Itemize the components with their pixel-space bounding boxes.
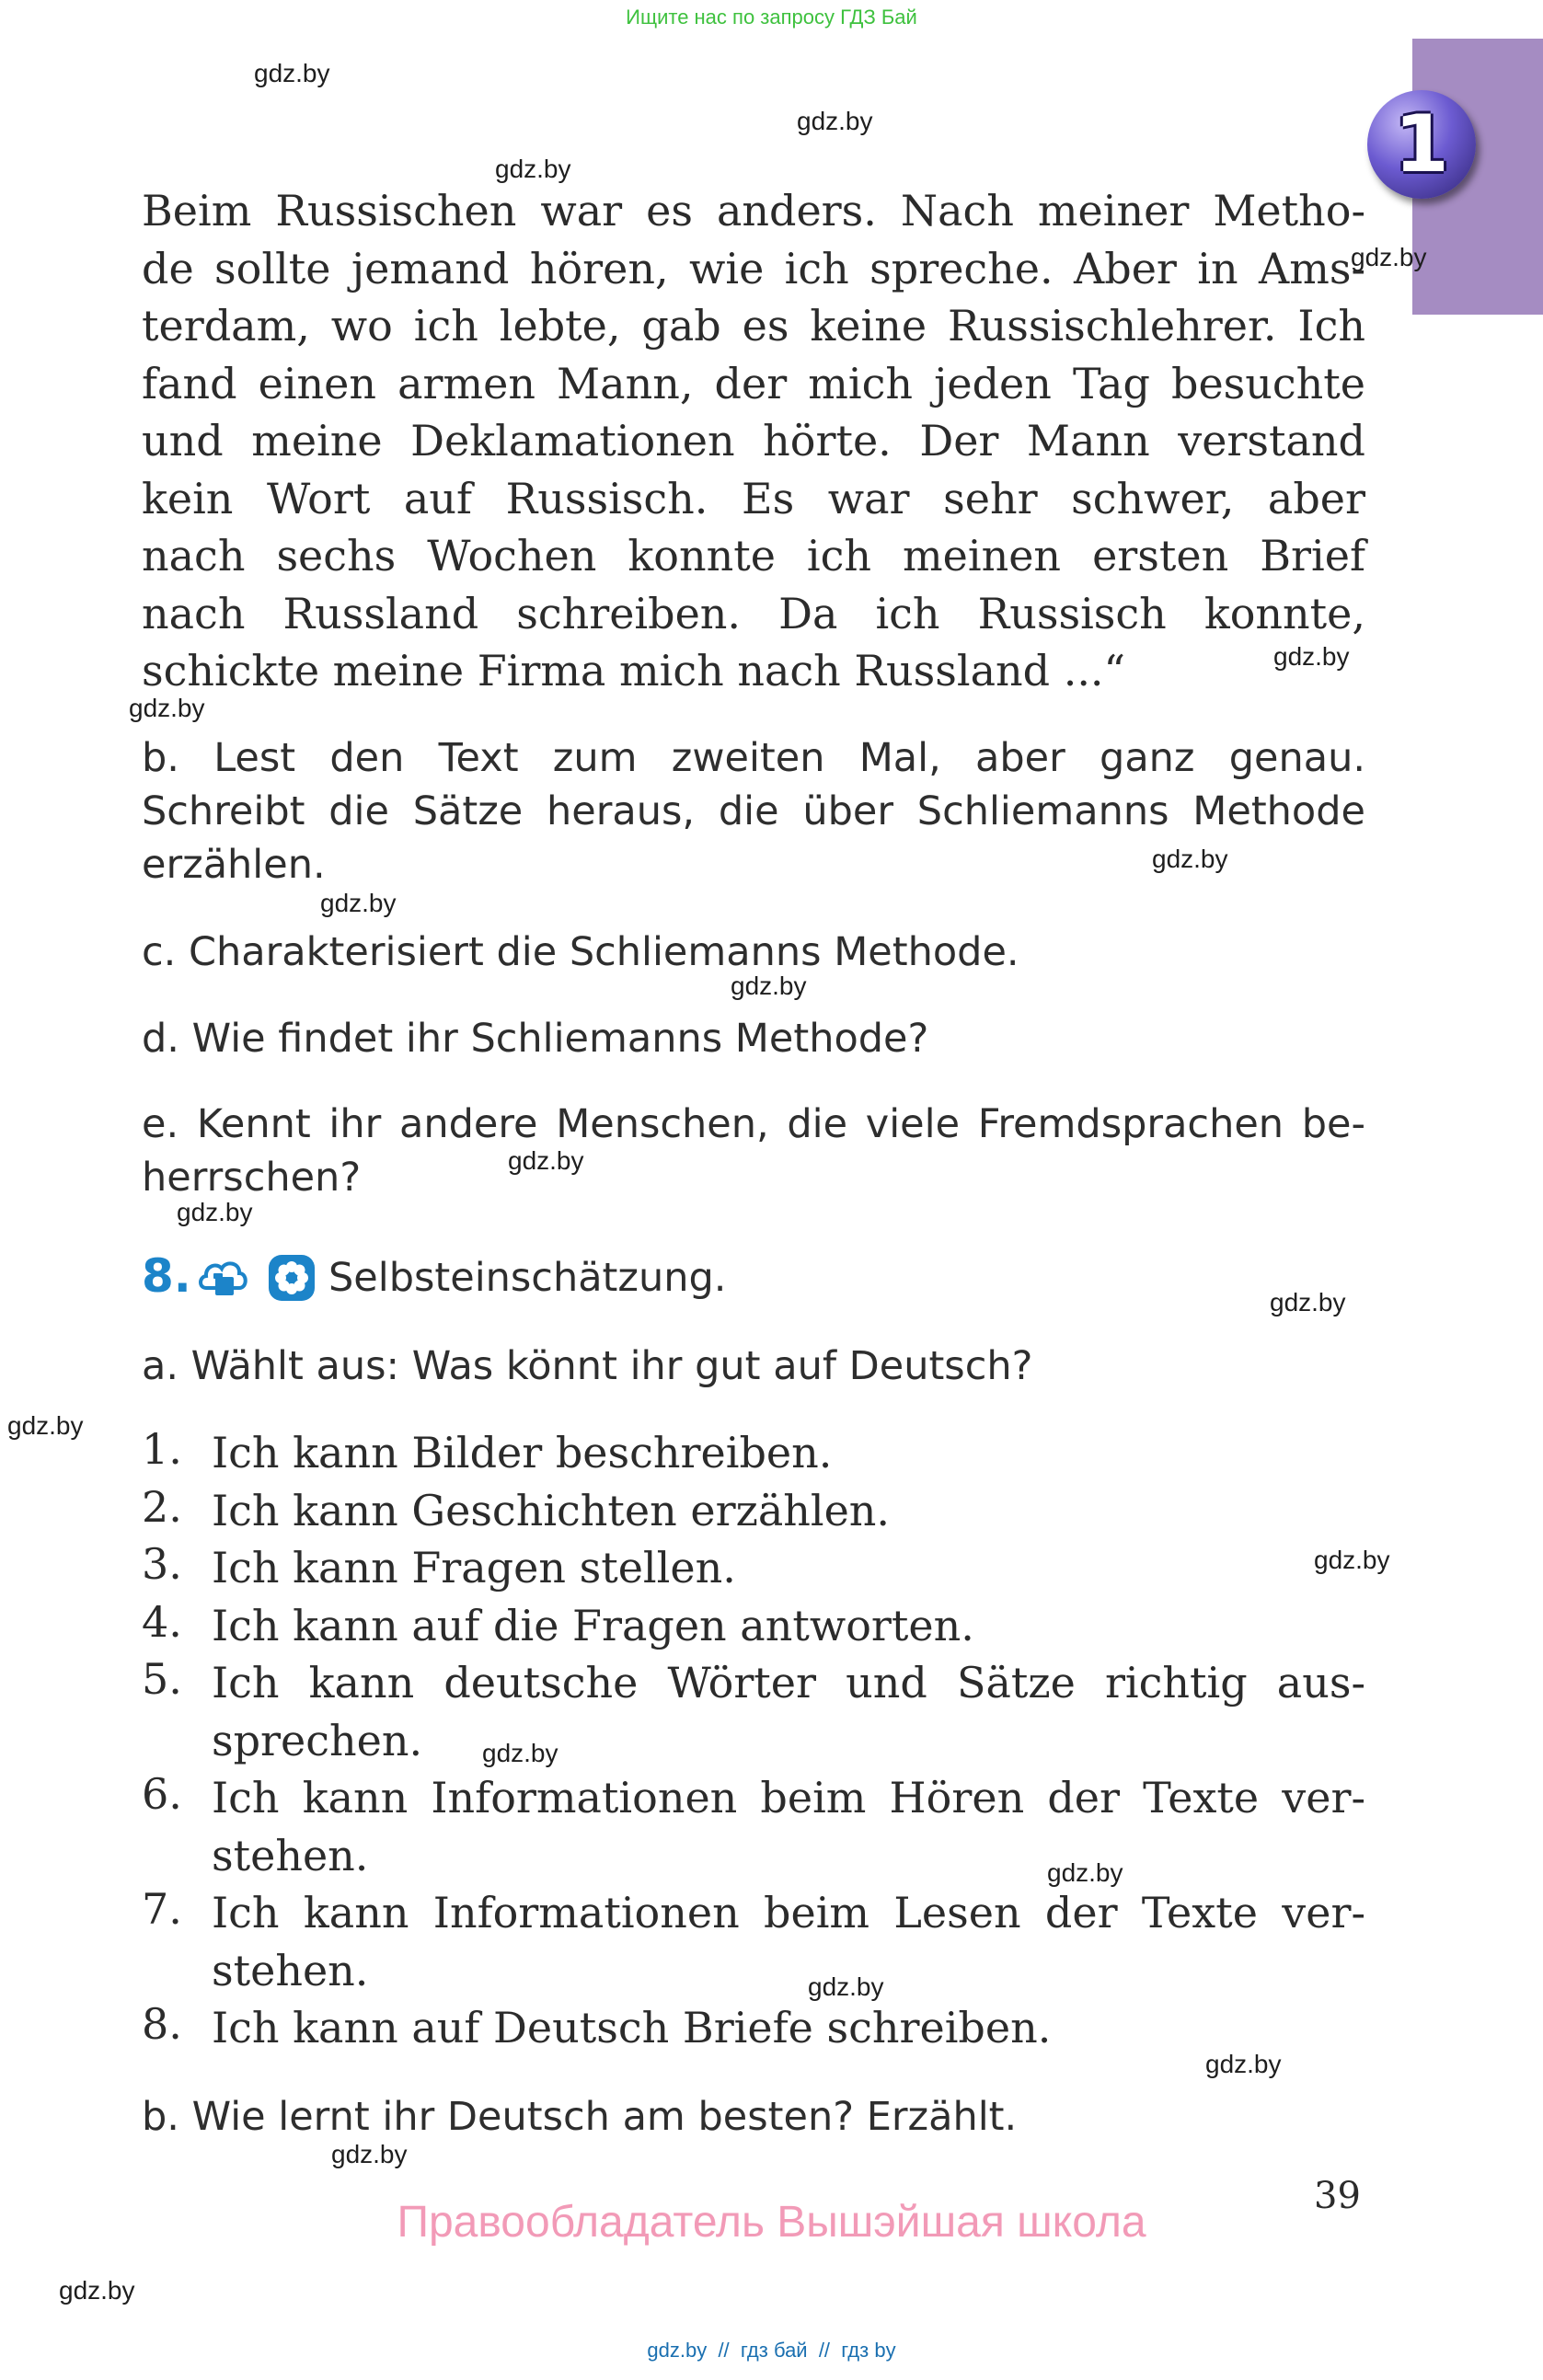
task-line: a. Wählt aus: Was könnt ihr gut auf Deutsch? (142, 1343, 1033, 1389)
rights-holder: Правообладатель Вышэйшая школа (397, 2198, 1146, 2247)
watermark: gdz.by (1047, 1858, 1123, 1887)
watermark: gdz.by (495, 155, 571, 183)
text-line: nach sechs Wochen konnte ich meinen ersten Brief (142, 531, 1365, 581)
item-text: stehen. (212, 1945, 369, 1995)
item-number: 2. (142, 1481, 182, 1532)
item-text: Ich kann Informationen beim Lesen der Texte ver- (212, 1888, 1365, 1937)
watermark: gdz.by (808, 1972, 884, 2001)
text-line: nach Russland schreiben. Da ich Russisch konnte, (142, 588, 1365, 638)
task-c (142, 926, 1365, 979)
page-number: 39 (1314, 2175, 1361, 2217)
chapter-badge (1367, 90, 1476, 199)
watermark: gdz.by (129, 694, 205, 722)
task-e (142, 1098, 1365, 1204)
flower-icon (267, 1253, 317, 1306)
item-text: Ich kann Informationen beim Hören der Texte ver- (212, 1773, 1365, 1822)
task-line: b. Lest den Text zum zweiten Mal, aber ganz genau. (142, 735, 1365, 781)
watermark: gdz.by (1314, 1546, 1390, 1574)
exercise-number: 8. (142, 1249, 191, 1303)
item-number: 6. (142, 1769, 182, 1819)
item-text: Ich kann Geschichten erzählen. (212, 1485, 891, 1535)
search-hint: Ищите нас по запросу ГДЗ Бай (626, 6, 917, 29)
watermark: gdz.by (7, 1411, 84, 1440)
item-text: stehen. (212, 1830, 369, 1880)
item-number: 5. (142, 1654, 182, 1704)
item-number: 3. (142, 1539, 182, 1589)
text-line: schickte meine Firma mich nach Russland ...“ (142, 646, 1126, 696)
task-line: Schreibt die Sätze heraus, die über Schliemanns Methode (142, 788, 1365, 834)
watermark: gdz.by (331, 2140, 408, 2168)
watermark: gdz.by (254, 59, 330, 87)
watermark: gdz.by (508, 1146, 584, 1175)
text-line: de sollte jemand hören, wie ich spreche. Aber in Ams- (142, 243, 1365, 293)
item-number: 7. (142, 1884, 182, 1934)
cloud-folder-icon (197, 1253, 248, 1303)
exercise-title: Selbsteinschätzung. (328, 1255, 727, 1301)
task-b-exercise (142, 2090, 1365, 2144)
watermark: gdz.by (1152, 845, 1228, 873)
item-text: Ich kann Fragen stellen. (212, 1543, 736, 1592)
watermark: gdz.by (320, 889, 397, 917)
task-d (142, 1012, 1365, 1065)
chapter-number: 1 (1394, 98, 1449, 190)
text-line: kein Wort auf Russisch. Es war sehr schwer, aber (142, 473, 1365, 523)
watermark: gdz.by (731, 972, 807, 1000)
item-number: 4. (142, 1596, 182, 1647)
watermark: gdz.by (1205, 2050, 1282, 2078)
task-line: erzählen. (142, 842, 326, 888)
item-text: sprechen. (212, 1715, 423, 1765)
task-line: c. Charakterisiert die Schliemanns Methode. (142, 929, 1019, 975)
item-text: Ich kann Bilder beschreiben. (212, 1428, 833, 1477)
task-a (142, 1339, 1365, 1393)
watermark: gdz.by (797, 107, 873, 135)
text-line: und meine Deklamationen hörte. Der Mann verstand (142, 416, 1365, 466)
item-number: 8. (142, 1999, 182, 2049)
task-b (142, 731, 1365, 891)
task-line: e. Kennt ihr andere Menschen, die viele Fremdsprachen be- (142, 1101, 1365, 1147)
task-line: b. Wie lernt ihr Deutsch am besten? Erzählt. (142, 2094, 1018, 2140)
text-line: fand einen armen Mann, der mich jeden Tag besuchte (142, 358, 1365, 408)
task-line: d. Wie findet ihr Schliemanns Methode? (142, 1016, 929, 1062)
watermark: gdz.by (177, 1198, 253, 1226)
reading-text (142, 182, 1365, 700)
item-number: 1. (142, 1424, 182, 1474)
text-line: Beim Russischen war es anders. Nach meiner Metho- (142, 186, 1365, 236)
watermark: gdz.by (482, 1739, 558, 1767)
text-line: terdam, wo ich lebte, gab es keine Russischlehrer. Ich (142, 301, 1365, 351)
watermark: gdz.by (1273, 642, 1350, 671)
footer-links[interactable]: gdz.by // гдз бай // гдз by (647, 2339, 896, 2362)
item-text: Ich kann deutsche Wörter und Sätze richtig aus- (212, 1658, 1365, 1707)
item-text: Ich kann auf Deutsch Briefe schreiben. (212, 2003, 1052, 2052)
watermark: gdz.by (59, 2276, 135, 2305)
task-line: herrschen? (142, 1155, 362, 1201)
watermark: gdz.by (1351, 243, 1427, 271)
watermark: gdz.by (1270, 1288, 1346, 1316)
item-text: Ich kann auf die Fragen antworten. (212, 1600, 974, 1650)
